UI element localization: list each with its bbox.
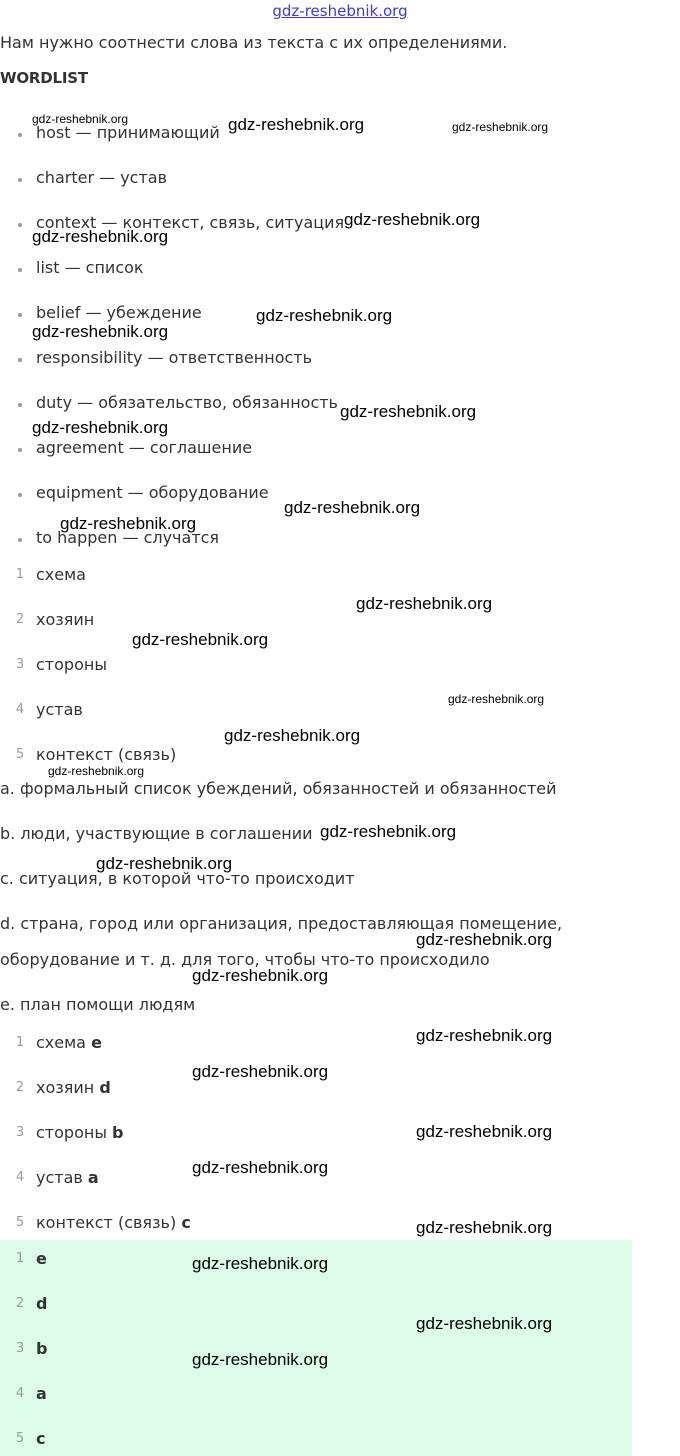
watermark: gdz-reshebnik.org — [416, 1026, 553, 1045]
watermark: gdz-reshebnik.org — [416, 1314, 553, 1333]
wordlist-entry: list — список — [36, 258, 144, 277]
item-number: 1 — [15, 567, 25, 582]
definition-d-continued: оборудование и т. д. для того, чтобы что-то происходило — [0, 950, 490, 969]
item-number: 5 — [15, 1431, 25, 1446]
watermark: gdz-reshebnik.org — [228, 115, 365, 134]
watermark: gdz-reshebnik.org — [192, 1062, 329, 1081]
item-number: 1 — [15, 1251, 25, 1266]
item-number: 2 — [15, 612, 25, 627]
answer-letter: e — [36, 1249, 47, 1268]
watermark: gdz-reshebnik.org — [32, 227, 169, 246]
match-answer: c — [181, 1213, 191, 1232]
wordlist-entry: duty — обязательство, обязанность — [36, 393, 338, 412]
watermark: gdz-reshebnik.org — [192, 966, 329, 985]
item-number: 3 — [15, 1125, 25, 1140]
watermark: gdz-reshebnik.org — [132, 630, 269, 649]
answer-letter: a — [36, 1384, 47, 1403]
watermark: gdz-reshebnik.org — [192, 1158, 329, 1177]
match-answer: e — [91, 1033, 102, 1052]
term-text: схема — [36, 1033, 86, 1052]
term-text: устав — [36, 700, 83, 719]
watermark: gdz-reshebnik.org — [60, 514, 197, 533]
watermark: gdz-reshebnik.org — [416, 1122, 553, 1141]
item-number: 3 — [15, 657, 25, 672]
watermark: gdz-reshebnik.org — [340, 402, 477, 421]
list-item — [0, 1428, 680, 1456]
bullet-icon — [18, 268, 22, 272]
watermark: gdz-reshebnik.org — [448, 692, 545, 706]
bullet-icon — [18, 358, 22, 362]
definition-c: c. ситуация, в которой что-то происходит — [0, 869, 355, 888]
list-item — [0, 247, 680, 292]
matches-list — [0, 1032, 680, 1257]
site-link[interactable]: gdz-reshebnik.org — [272, 2, 408, 20]
wordlist-entry: context — контекст, связь, ситуация — [36, 213, 345, 232]
item-number: 2 — [15, 1296, 25, 1311]
watermark: gdz-reshebnik.org — [192, 1254, 329, 1273]
bullet-icon — [18, 448, 22, 452]
wordlist-entry: charter — устав — [36, 168, 168, 187]
wordlist-entry: equipment — оборудование — [36, 483, 269, 502]
answers-list — [0, 1248, 680, 1456]
term-text: стороны — [36, 655, 107, 674]
answer-letter: b — [36, 1339, 48, 1358]
watermark: gdz-reshebnik.org — [284, 498, 421, 517]
match-answer: d — [99, 1078, 111, 1097]
list-item — [0, 1122, 680, 1167]
bullet-icon — [18, 538, 22, 542]
list-item — [0, 1032, 680, 1077]
wordlist-entry: to happen — случатся — [36, 528, 220, 547]
watermark: gdz-reshebnik.org — [224, 726, 361, 745]
bullet-icon — [18, 178, 22, 182]
watermark: gdz-reshebnik.org — [320, 822, 457, 841]
wordlist-entry: host — принимающий — [36, 123, 220, 142]
bullet-icon — [18, 313, 22, 317]
list-item — [0, 1077, 680, 1122]
term-text: схема — [36, 565, 86, 584]
list-item — [0, 337, 680, 382]
match-answer: a — [87, 1168, 99, 1187]
watermark: gdz-reshebnik.org — [32, 112, 129, 126]
list-item — [0, 1293, 680, 1338]
list-item — [0, 1383, 680, 1428]
intro-text: Нам нужно соотнести слова из текста с их определениями. — [0, 33, 508, 52]
list-item — [0, 1167, 680, 1212]
term-text: устав — [36, 1168, 83, 1187]
watermark: gdz-reshebnik.org — [256, 306, 393, 325]
term-text: контекст (связь) — [36, 745, 177, 764]
term-text: хозяин — [36, 1078, 95, 1097]
item-number: 5 — [15, 1215, 25, 1230]
watermark: gdz-reshebnik.org — [48, 764, 145, 778]
list-item — [0, 1338, 680, 1383]
wordlist-entry: agreement — соглашение — [36, 438, 253, 457]
definition-a: a. формальный список убеждений, обязанностей и обязанностей — [0, 779, 557, 798]
watermark: gdz-reshebnik.org — [356, 594, 493, 613]
watermark: gdz-reshebnik.org — [344, 210, 481, 229]
list-item — [0, 654, 680, 699]
definition-d: d. страна, город или организация, предоставляющая помещение, — [0, 914, 563, 933]
list-item — [0, 609, 680, 654]
watermark: gdz-reshebnik.org — [192, 1350, 329, 1369]
definition-e: e. план помощи людям — [0, 995, 196, 1014]
item-number: 4 — [15, 1386, 25, 1401]
list-item — [0, 157, 680, 202]
watermark: gdz-reshebnik.org — [452, 120, 549, 134]
answer-letter: c — [36, 1429, 46, 1448]
wordlist-heading: WORDLIST — [0, 69, 88, 87]
bullet-icon — [18, 493, 22, 497]
watermark: gdz-reshebnik.org — [96, 854, 233, 873]
list-item — [0, 1248, 680, 1293]
watermark: gdz-reshebnik.org — [416, 930, 553, 949]
definition-b: b. люди, участвующие в соглашении — [0, 824, 313, 843]
watermark: gdz-reshebnik.org — [32, 418, 169, 437]
item-number: 4 — [15, 702, 25, 717]
bullet-icon — [18, 403, 22, 407]
watermark: gdz-reshebnik.org — [416, 1218, 553, 1237]
term-text: стороны — [36, 1123, 107, 1142]
bullet-icon — [18, 133, 22, 137]
item-number: 3 — [15, 1341, 25, 1356]
item-number: 5 — [15, 747, 25, 762]
wordlist-entry: responsibility — ответственность — [36, 348, 313, 367]
term-text: контекст (связь) — [36, 1213, 177, 1232]
watermark: gdz-reshebnik.org — [32, 322, 169, 341]
list-item — [0, 564, 680, 609]
answer-letter: d — [36, 1294, 48, 1313]
item-number: 1 — [15, 1035, 25, 1050]
match-answer: b — [112, 1123, 124, 1142]
item-number: 2 — [15, 1080, 25, 1095]
term-text: хозяин — [36, 610, 95, 629]
terms-list — [0, 564, 680, 789]
definitions — [0, 777, 680, 1017]
item-number: 4 — [15, 1170, 25, 1185]
bullet-icon — [18, 223, 22, 227]
wordlist-entry: belief — убеждение — [36, 303, 202, 322]
